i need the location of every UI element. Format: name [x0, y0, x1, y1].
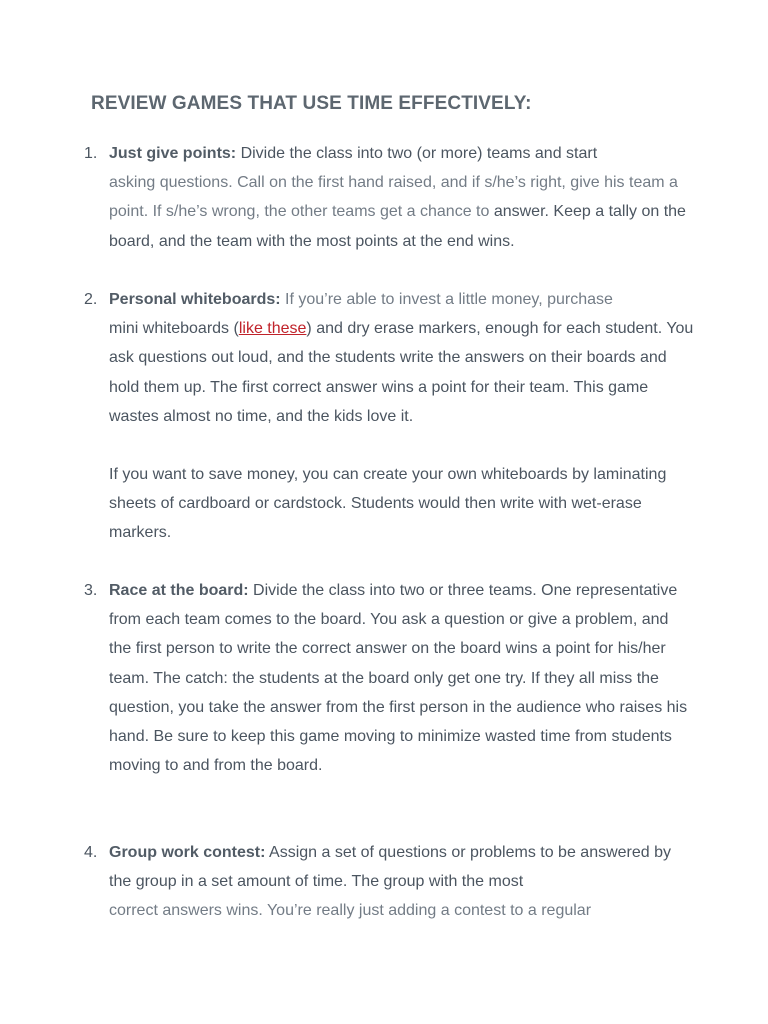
item-label: Personal whiteboards: — [109, 291, 281, 308]
item-text-a: Divide the class into two or three teams. One representative from each team comes to the board. You ask a question or give a problem, and the first person to write the correct answer on the board wins a point for his/her team. The catch: the students at the board only get one try. If they all miss the question, you take the answer from the first person in the audience who raises his hand. Be sure to keep this game moving to minimize wasted time from students moving to and from the board. — [109, 582, 688, 775]
item-number: 4. — [84, 844, 98, 861]
item-text-c: ) and dry erase markers, enough for each student. You ask questions out loud, and the students write the answers on their boards and hold them up. The first correct answer wins a point for their team. This game wastes almost no time, and the kids love it. — [109, 320, 694, 425]
item-label: Just give points: — [109, 145, 237, 162]
item-paragraph: If you want to save money, you can create your own whiteboards by laminating sheets of cardboard or cardstock. Students would then write with wet-erase markers. — [109, 466, 667, 542]
item-text-c: answer. Keep a tally on the board, and the team with the most points at the end wins. — [109, 203, 686, 250]
like-these-link[interactable]: like these — [238, 320, 307, 338]
item-text-a: Assign a set of questions or problems to be answered by the group in a set amount of time. The group with the most — [109, 844, 672, 891]
item-number: 1. — [84, 145, 98, 162]
item-text-b: mini whiteboards ( — [109, 320, 239, 338]
item-text — [109, 576, 694, 780]
item-label: Race at the board: — [109, 582, 249, 599]
item-text — [109, 285, 694, 431]
item-text-a: Divide the class into two (or more) teams and start — [236, 145, 598, 162]
item-text-b: correct answers wins. You’re really just adding a contest to a regular — [109, 902, 592, 920]
item-number: 2. — [84, 291, 98, 308]
item-text — [109, 139, 694, 256]
item-label: Group work contest: — [109, 844, 266, 861]
item-text — [109, 838, 694, 926]
document-title: REVIEW GAMES THAT USE TIME EFFECTIVELY: — [91, 93, 532, 114]
item-text-a: If you’re able to invest a little money, purchase — [280, 291, 613, 308]
item-number: 3. — [84, 582, 98, 599]
item-text-b: asking questions. Call on the first hand raised, and if s/he’s right, give his team a point. If s/he’s wrong, the other teams get a chance to — [109, 174, 678, 221]
